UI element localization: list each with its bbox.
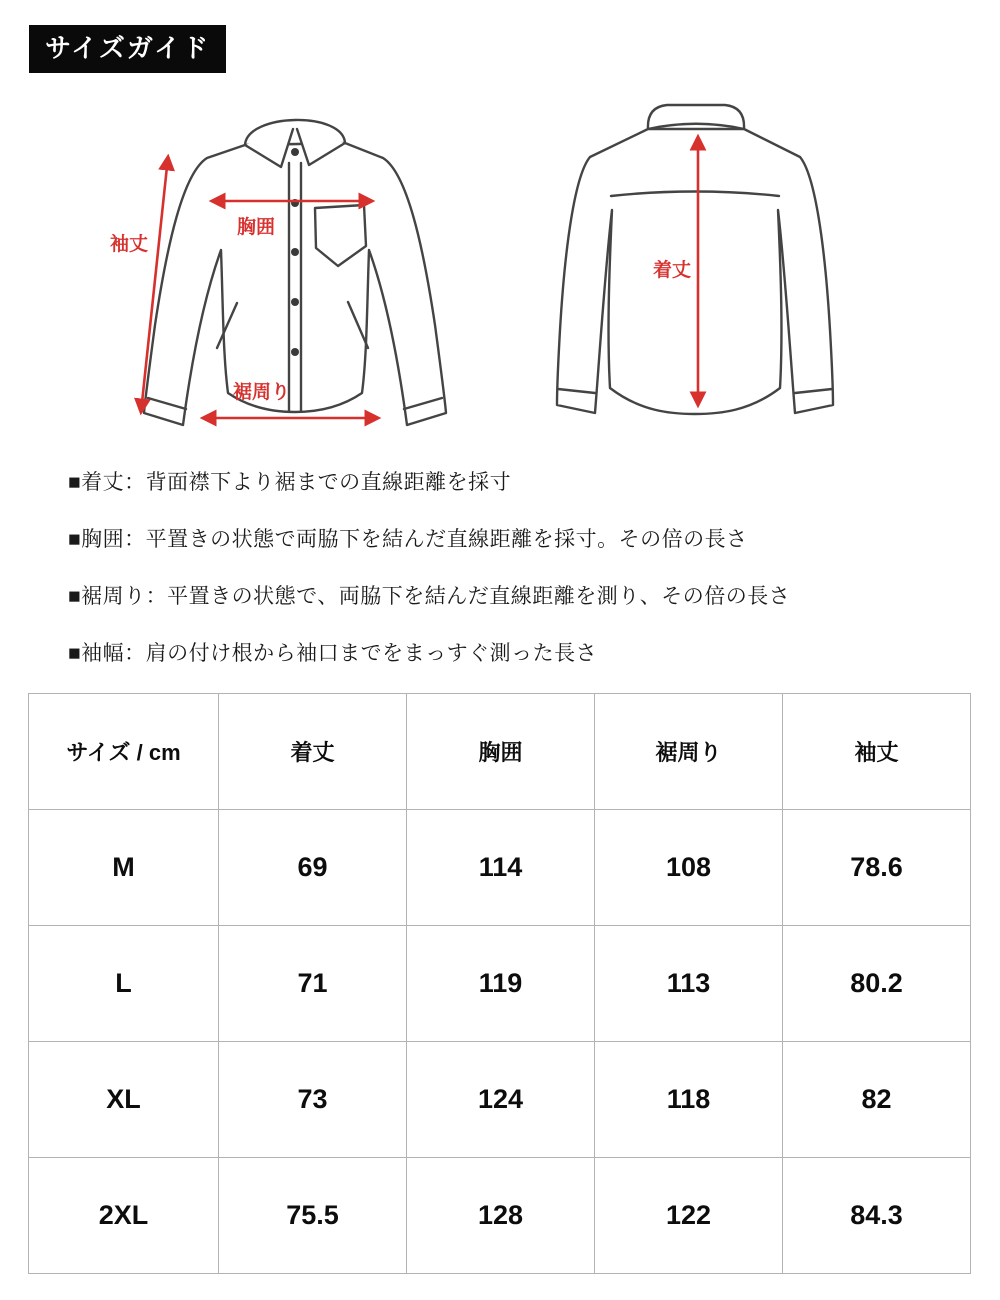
front-shirt-outline — [144, 143, 446, 425]
sleeve-length-label: 袖丈 — [110, 234, 149, 255]
size-label: M — [29, 810, 219, 926]
size-table-header-row — [29, 694, 971, 810]
header-size-cm: サイズ / cm — [29, 694, 219, 810]
size-table-cell: 78.6 — [783, 810, 971, 926]
size-guide-title-badge — [29, 25, 226, 73]
shirt-back-diagram — [545, 95, 885, 425]
size-label: XL — [29, 1042, 219, 1158]
table-row-m — [29, 810, 971, 926]
header-hem: 裾周り — [595, 694, 783, 810]
size-table-cell: 119 — [407, 926, 595, 1042]
hem-width-label: 裾周り — [233, 382, 291, 403]
size-label: L — [29, 926, 219, 1042]
size-table-cell: 122 — [595, 1158, 783, 1274]
back-collar — [648, 105, 744, 129]
note-chest: ■胸囲：平置きの状態で両脇下を結んだ直線距離を採寸。その倍の長さ — [68, 528, 748, 551]
header-body-length: 着丈 — [219, 694, 407, 810]
body-length-label: 着丈 — [653, 260, 692, 281]
table-row-xl — [29, 1042, 971, 1158]
chest-width-label: 胸囲 — [237, 217, 276, 238]
size-table-cell: 108 — [595, 810, 783, 926]
size-table-cell: 80.2 — [783, 926, 971, 1042]
size-table-cell: 118 — [595, 1042, 783, 1158]
size-table-cell: 82 — [783, 1042, 971, 1158]
size-table-cell: 73 — [219, 1042, 407, 1158]
size-label: 2XL — [29, 1158, 219, 1274]
size-table-cell: 75.5 — [219, 1158, 407, 1274]
size-table-cell: 124 — [407, 1042, 595, 1158]
note-sleeve: ■袖幅：肩の付け根から袖口までをまっすぐ測った長さ — [68, 642, 598, 665]
size-table — [28, 693, 971, 1274]
back-shirt-outline — [557, 129, 833, 414]
size-table-cell: 113 — [595, 926, 783, 1042]
size-table-cell: 128 — [407, 1158, 595, 1274]
measurement-notes — [68, 466, 790, 667]
note-hem: ■裾周り：平置きの状態で、両脇下を結んだ直線距離を測り、その倍の長さ — [68, 585, 791, 608]
page-title: サイズガイド — [45, 33, 211, 63]
header-sleeve: 袖丈 — [783, 694, 971, 810]
header-chest: 胸囲 — [407, 694, 595, 810]
table-row-l — [29, 926, 971, 1042]
size-table-cell: 84.3 — [783, 1158, 971, 1274]
size-table-cell: 71 — [219, 926, 407, 1042]
size-table-cell: 69 — [219, 810, 407, 926]
note-body-length: ■着丈：背面襟下より裾までの直線距離を採寸 — [68, 471, 512, 494]
table-row-2xl — [29, 1158, 971, 1274]
shirt-front-diagram — [95, 95, 495, 440]
size-table-cell: 114 — [407, 810, 595, 926]
